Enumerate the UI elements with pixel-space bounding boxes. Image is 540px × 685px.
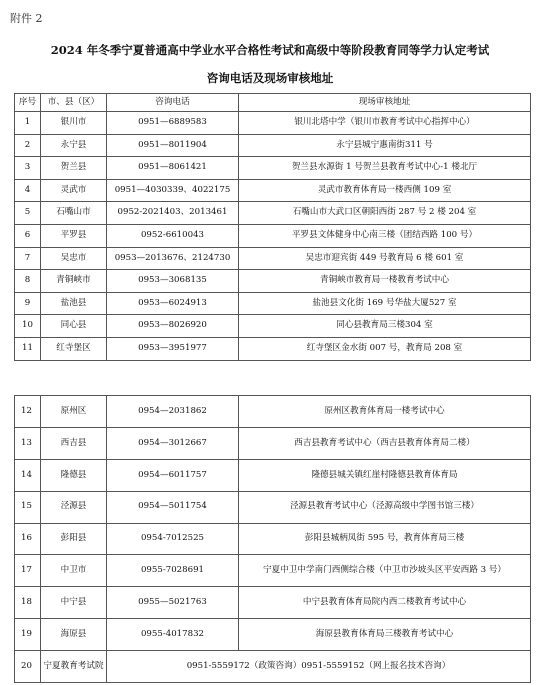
cell-district: 彭阳县 [41,523,107,555]
cell-phone: 0954—5011754 [107,491,239,523]
cell-district: 永宁县 [41,134,107,157]
table-row [15,337,531,360]
cell-address: 隆德县城关镇红崖村隆德县教育体育局 [239,459,531,491]
cell-phone: 0955—5021763 [107,587,239,619]
cell-address: 盐池县文化街 169 号华盐大厦527 室 [239,292,531,315]
cell-address: 宁夏中卫中学南门西侧综合楼（中卫市沙坡头区平安西路 3 号） [239,555,531,587]
cell-district: 原州区 [41,396,107,428]
header-district: 市、县（区） [41,94,107,112]
cell-district: 海原县 [41,619,107,651]
cell-address: 西吉县教育考试中心（西吉县教育体育局二楼） [239,427,531,459]
table-row [15,224,531,247]
cell-no: 4 [15,179,41,202]
cell-district: 同心县 [41,315,107,338]
cell-district: 中卫市 [41,555,107,587]
table-row [15,459,531,491]
cell-district: 贺兰县 [41,157,107,180]
cell-phone: 0951—8011904 [107,134,239,157]
cell-district: 西吉县 [41,427,107,459]
attachment-label: 附件 2 [10,12,43,25]
cell-phone: 0951—6889583 [107,112,239,135]
cell-phone: 0952-6610043 [107,224,239,247]
cell-address: 海原县教育体育局三楼教育考试中心 [239,619,531,651]
table-row [15,247,531,270]
contact-table-part2 [14,395,531,683]
table-row [15,619,531,651]
table-row [15,491,531,523]
cell-address: 吴忠市迎宾街 449 号教育局 6 楼 601 室 [239,247,531,270]
cell-no: 1 [15,112,41,135]
cell-no: 11 [15,337,41,360]
table-row [15,396,531,428]
cell-no: 9 [15,292,41,315]
cell-no: 12 [15,396,41,428]
table-row [15,179,531,202]
cell-address: 中宁县教育体育局院内西二楼教育考试中心 [239,587,531,619]
cell-district: 隆德县 [41,459,107,491]
page-title: 2024 年冬季宁夏普通高中学业水平合格性考试和高级中等阶段教育同等学力认定考试 [50,43,490,57]
cell-address: 平罗县文体健身中心南三楼（团结西路 100 号） [239,224,531,247]
cell-no: 15 [15,491,41,523]
table-row [15,292,531,315]
cell-district: 石嘴山市 [41,202,107,225]
table-row [15,587,531,619]
page-subtitle: 咨询电话及现场审核地址 [206,71,334,85]
table-row [15,270,531,293]
cell-phone: 0954-7012525 [107,523,239,555]
cell-phone: 0953—6024913 [107,292,239,315]
table-row [15,202,531,225]
cell-district: 平罗县 [41,224,107,247]
table-row [15,651,531,683]
cell-no: 20 [15,651,41,683]
cell-no: 5 [15,202,41,225]
cell-district: 吴忠市 [41,247,107,270]
cell-phone: 0952-2021403、2013461 [107,202,239,225]
cell-no: 6 [15,224,41,247]
cell-phone-info: 0951-5559172（政策咨询）0951-5559152（网上报名技术咨询） [107,651,531,683]
cell-no: 19 [15,619,41,651]
header-address: 现场审核地址 [239,94,531,112]
cell-phone: 0955-7028691 [107,555,239,587]
cell-no: 8 [15,270,41,293]
cell-district: 盐池县 [41,292,107,315]
cell-phone: 0953—8026920 [107,315,239,338]
table-header-row [15,94,531,112]
cell-address: 彭阳县城柄凤街 595 号，教育体育局三楼 [239,523,531,555]
table-row [15,112,531,135]
cell-address: 永宁县城宁惠南街311 号 [239,134,531,157]
cell-phone: 0954—2031862 [107,396,239,428]
cell-address: 青铜峡市教育局一楼教育考试中心 [239,270,531,293]
cell-no: 2 [15,134,41,157]
cell-address: 泾源县教育考试中心（泾源高级中学图书馆三楼） [239,491,531,523]
header-no: 序号 [15,94,41,112]
cell-phone: 0954—3012667 [107,427,239,459]
cell-no: 17 [15,555,41,587]
table-row [15,157,531,180]
cell-address: 原州区教育体育局一楼考试中心 [239,396,531,428]
cell-no: 10 [15,315,41,338]
cell-district: 银川市 [41,112,107,135]
cell-district: 泾源县 [41,491,107,523]
cell-address: 红寺堡区金水街 007 号，教育局 208 室 [239,337,531,360]
contact-table-part1 [14,93,531,361]
cell-no: 18 [15,587,41,619]
cell-district: 青铜峡市 [41,270,107,293]
cell-district: 灵武市 [41,179,107,202]
cell-district: 中宁县 [41,587,107,619]
cell-phone: 0953—3068135 [107,270,239,293]
cell-address: 石嘴山市大武口区朝阳西街 287 号 2 楼 204 室 [239,202,531,225]
cell-phone: 0951—4030339、4022175 [107,179,239,202]
cell-no: 7 [15,247,41,270]
cell-phone: 0953—2013676、2124730 [107,247,239,270]
cell-phone: 0955-4017832 [107,619,239,651]
cell-district: 宁夏教育考试院 [41,651,107,683]
cell-no: 14 [15,459,41,491]
cell-address: 贺兰县水源街 1 号贺兰县教育考试中心-1 楼北厅 [239,157,531,180]
table-row [15,315,531,338]
cell-phone: 0953—3951977 [107,337,239,360]
table-row [15,134,531,157]
table-row [15,523,531,555]
cell-address: 银川北塔中学（银川市教育考试中心指挥中心） [239,112,531,135]
cell-address: 灵武市教育体育局一楼西侧 109 室 [239,179,531,202]
cell-district: 红寺堡区 [41,337,107,360]
header-phone: 咨询电话 [107,94,239,112]
cell-no: 16 [15,523,41,555]
cell-phone: 0951—8061421 [107,157,239,180]
cell-address: 同心县教育局三楼304 室 [239,315,531,338]
table-row [15,427,531,459]
cell-no: 13 [15,427,41,459]
cell-no: 3 [15,157,41,180]
table-row [15,555,531,587]
cell-phone: 0954—6011757 [107,459,239,491]
